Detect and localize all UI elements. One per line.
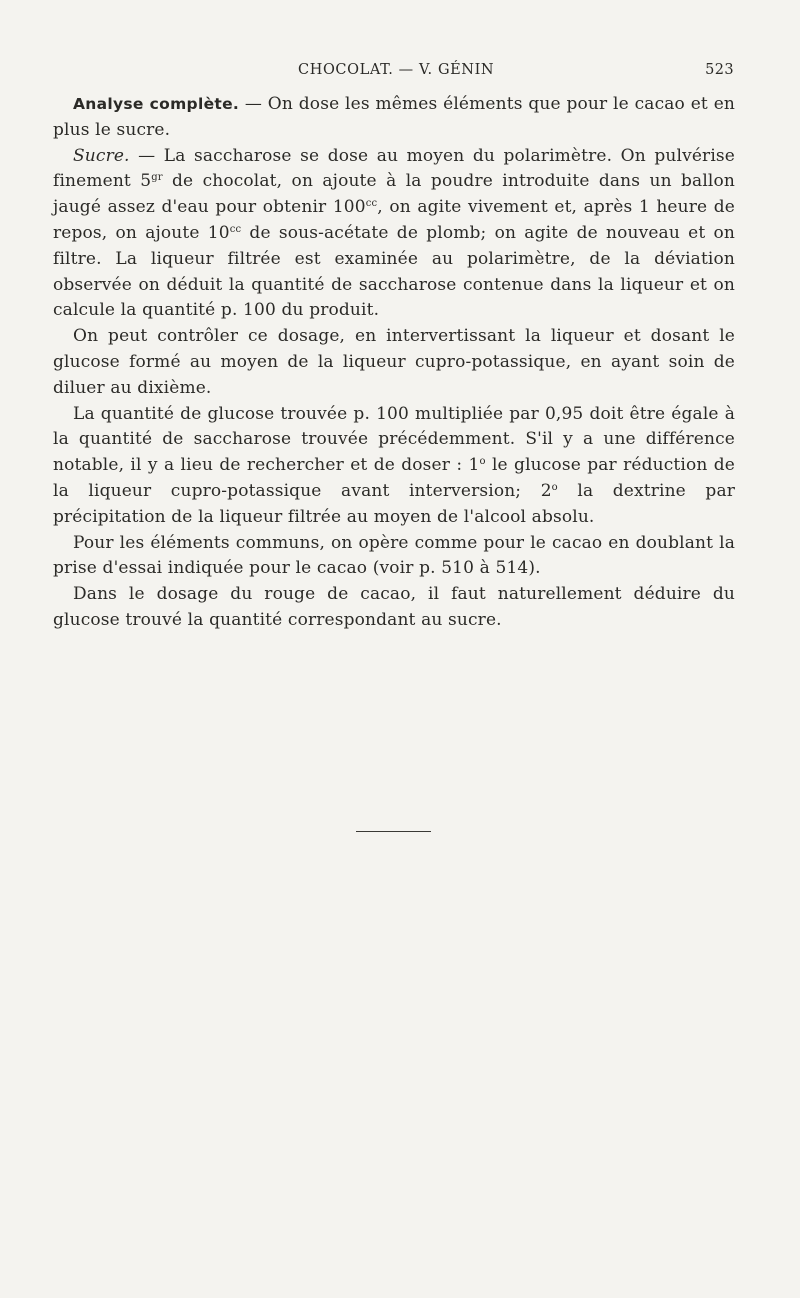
running-head-title: CHOCOLAT. — V. GÉNIN xyxy=(298,62,495,78)
paragraph-rouge-de-cacao: Dans le dosage du rouge de cacao, il faut naturellement déduire du glucose trouvé la quantité correspondant au sucre. xyxy=(53,584,735,630)
paragraph-text: la dextrine par précipitation de la liqueur filtrée au moyen de l'alcool absolu. xyxy=(53,480,736,527)
paragraph-text: de chocolat, on ajoute à la poudre introduite dans un ballon jaugé assez d'eau pour obtenir 100 xyxy=(53,171,735,218)
paragraph-text: — La saccharose se dose au moyen du polarimètre. On pulvérise finement 5 xyxy=(53,145,735,192)
section-heading-sucre: Sucre. xyxy=(73,145,130,166)
unit-superscript: cc xyxy=(365,198,378,210)
paragraph-text: , on agite vivement et, après 1 heure de repos, on ajoute 10 xyxy=(53,197,735,243)
paragraph-elements-communs: Pour les éléments communs, on opère comme pour le cacao en doublant la prise d'essai indiquée pour le cacao (voir p. 510 à 514). xyxy=(53,532,735,579)
unit-superscript: gr xyxy=(151,172,163,184)
paragraph-text: — On dose les mêmes éléments que pour le cacao et en plus le sucre. xyxy=(53,94,735,140)
paragraph-controle: On peut contrôler ce dosage, en intervertissant la liqueur et dosant le glucose formé au moyen de la liqueur cupro-potassique, en ayant soin de diluer au dixième. xyxy=(53,326,735,398)
ordinal-superscript: o xyxy=(479,456,486,468)
running-head xyxy=(0,62,800,86)
unit-superscript: cc xyxy=(229,223,242,235)
body-text xyxy=(53,92,735,634)
paragraph-text: La quantité de glucose trouvée p. 100 multipliée par 0,95 doit être égale à la quantité de saccharose trouvée précédemment. S'il y a une différence notable, il y a lieu de rechercher et de doser : 1 xyxy=(53,403,735,476)
paragraph-analyse-complete xyxy=(53,92,735,144)
paragraph-text: de sous-acétate de plomb; on agite de nouveau et on filtre. La liqueur filtrée est examinée au polarimètre, de la déviation observée on déduit la quantité de saccharose contenue dans la liqueur et on calcule la quantité p. 100 du produit. xyxy=(53,222,736,321)
paragraph-text: le glucose par réduction de la liqueur cupro-potassique avant interversion; 2 xyxy=(53,455,735,501)
section-heading-analyse-complete: Analyse complète. xyxy=(73,95,240,113)
paragraph-sucre xyxy=(53,144,735,325)
end-separator-rule xyxy=(356,831,431,832)
paragraph-quantite-glucose xyxy=(53,402,735,531)
page-number: 523 xyxy=(705,62,734,78)
ordinal-superscript: o xyxy=(551,481,558,493)
